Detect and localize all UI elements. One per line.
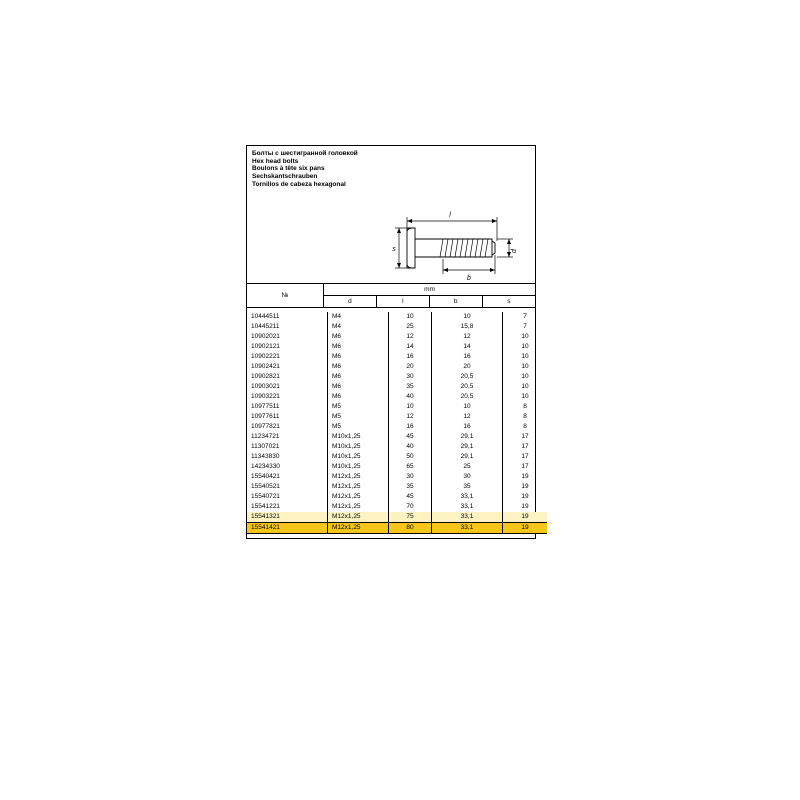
cell-d: M4 bbox=[328, 322, 389, 332]
cell-s: 19 bbox=[521, 493, 529, 501]
cell-b: 12 bbox=[432, 412, 503, 422]
dim-label-head-width: s bbox=[392, 246, 396, 254]
cell-s: 10 bbox=[521, 333, 529, 341]
table-row[interactable] bbox=[247, 412, 547, 422]
table-row[interactable] bbox=[247, 402, 547, 412]
cell-d: M6 bbox=[328, 352, 389, 362]
header-col-b: b bbox=[429, 296, 482, 308]
table-row[interactable] bbox=[247, 452, 547, 462]
cell-l: 40 bbox=[389, 442, 432, 452]
table-head-row-1 bbox=[247, 284, 535, 296]
cell-b: 15,8 bbox=[432, 322, 503, 332]
cell-b: 33,1 bbox=[432, 523, 503, 534]
bolt-diagram-svg bbox=[247, 191, 537, 283]
cell-d: M6 bbox=[328, 362, 389, 372]
cell-b: 20 bbox=[432, 362, 503, 372]
cell-l: 20 bbox=[389, 362, 432, 372]
cell-number: 15541321 bbox=[247, 512, 328, 523]
cell-number: 15540721 bbox=[247, 492, 328, 502]
cell-number: 10902421 bbox=[247, 362, 328, 372]
cell-number: 10902221 bbox=[247, 352, 328, 362]
cell-l: 10 bbox=[389, 312, 432, 322]
cell-number: 10903021 bbox=[247, 382, 328, 392]
table-row[interactable] bbox=[247, 362, 547, 372]
title-line-fr: Boulons à tête six pans bbox=[252, 165, 325, 173]
title-line-ru: Болты с шестигранной головкой bbox=[252, 150, 358, 157]
cell-d: M12x1,25 bbox=[328, 502, 389, 512]
cell-number: 14234330 bbox=[247, 462, 328, 472]
cell-number: 10902821 bbox=[247, 372, 328, 382]
cell-b: 33,1 bbox=[432, 492, 503, 502]
cell-l: 45 bbox=[389, 492, 432, 502]
cell-l: 35 bbox=[389, 382, 432, 392]
table-row[interactable] bbox=[247, 422, 547, 432]
cell-s: 10 bbox=[521, 383, 529, 391]
cell-d: M6 bbox=[328, 372, 389, 382]
table-row[interactable] bbox=[247, 462, 547, 472]
cell-d: M10x1,25 bbox=[328, 462, 389, 472]
cell-l: 10 bbox=[389, 402, 432, 412]
cell-number: 10445211 bbox=[247, 322, 328, 332]
cell-l: 30 bbox=[389, 472, 432, 482]
cell-l: 75 bbox=[389, 512, 432, 523]
cell-s: 17 bbox=[521, 453, 529, 461]
cell-l: 35 bbox=[389, 482, 432, 492]
cell-l: 12 bbox=[389, 412, 432, 422]
cell-s: 17 bbox=[521, 433, 529, 441]
cell-s: 10 bbox=[521, 393, 529, 401]
table-row[interactable] bbox=[247, 382, 547, 392]
cell-s: 10 bbox=[521, 343, 529, 351]
table-row[interactable] bbox=[247, 492, 547, 502]
title-line-en: Hex head bolts bbox=[252, 157, 299, 165]
table-row[interactable] bbox=[247, 392, 547, 402]
title-line-de: Sechskantschrauben bbox=[252, 172, 318, 180]
cell-number: 11234721 bbox=[247, 432, 328, 442]
table-row[interactable] bbox=[247, 512, 547, 523]
cell-s: 8 bbox=[523, 403, 527, 411]
cell-l: 80 bbox=[389, 523, 432, 534]
cell-d: M12x1,25 bbox=[328, 523, 389, 534]
cell-b: 20,5 bbox=[432, 382, 503, 392]
cell-s: 10 bbox=[521, 363, 529, 371]
cell-s: 8 bbox=[523, 423, 527, 431]
cell-d: M6 bbox=[328, 332, 389, 342]
cell-l: 25 bbox=[389, 322, 432, 332]
cell-s: 10 bbox=[521, 353, 529, 361]
cell-b: 33,1 bbox=[432, 502, 503, 512]
cell-d: M5 bbox=[328, 422, 389, 432]
cell-number: 15540521 bbox=[247, 482, 328, 492]
cell-b: 16 bbox=[432, 352, 503, 362]
cell-b: 29,1 bbox=[432, 432, 503, 442]
dim-label-diameter: d bbox=[511, 249, 518, 254]
table-row[interactable] bbox=[247, 442, 547, 452]
header-col-s: s bbox=[482, 296, 535, 308]
cell-b: 14 bbox=[432, 342, 503, 352]
table-row[interactable] bbox=[247, 482, 547, 492]
cell-s: 8 bbox=[523, 413, 527, 421]
cell-l: 70 bbox=[389, 502, 432, 512]
title-line-es: Tornillos de cabeza hexagonal bbox=[252, 180, 346, 188]
cell-l: 65 bbox=[389, 462, 432, 472]
cell-b: 20,5 bbox=[432, 392, 503, 402]
cell-b: 20,5 bbox=[432, 372, 503, 382]
cell-number: 10903221 bbox=[247, 392, 328, 402]
cell-d: M12x1,25 bbox=[328, 512, 389, 523]
cell-s: 19 bbox=[521, 473, 529, 481]
table-row[interactable] bbox=[247, 352, 547, 362]
cell-b: 16 bbox=[432, 422, 503, 432]
cell-d: M6 bbox=[328, 382, 389, 392]
cell-number: 10977821 bbox=[247, 422, 328, 432]
cell-b: 12 bbox=[432, 332, 503, 342]
cell-s: 17 bbox=[521, 443, 529, 451]
cell-d: M10x1,25 bbox=[328, 442, 389, 452]
cell-d: M6 bbox=[328, 342, 389, 352]
cell-d: M10x1,25 bbox=[328, 452, 389, 462]
cell-s: 7 bbox=[523, 323, 527, 331]
header-units: mm bbox=[324, 284, 536, 296]
cell-b: 10 bbox=[432, 312, 503, 322]
cell-l: 50 bbox=[389, 452, 432, 462]
cell-d: M6 bbox=[328, 392, 389, 402]
title-block bbox=[247, 146, 535, 191]
table-row[interactable] bbox=[247, 322, 547, 332]
cell-l: 16 bbox=[389, 352, 432, 362]
header-col-l: l bbox=[376, 296, 429, 308]
cell-l: 40 bbox=[389, 392, 432, 402]
cell-s: 7 bbox=[523, 313, 527, 321]
cell-number: 10977611 bbox=[247, 412, 328, 422]
cell-b: 29,1 bbox=[432, 442, 503, 452]
cell-b: 30 bbox=[432, 472, 503, 482]
cell-s: 19 bbox=[503, 512, 548, 523]
cell-s: 19 bbox=[503, 523, 548, 534]
spec-sheet bbox=[246, 145, 536, 539]
cell-s: 17 bbox=[521, 463, 529, 471]
cell-b: 29,1 bbox=[432, 452, 503, 462]
table-row[interactable] bbox=[247, 372, 547, 382]
cell-number: 15541421 bbox=[247, 523, 328, 534]
cell-b: 25 bbox=[432, 462, 503, 472]
table-row[interactable] bbox=[247, 312, 547, 322]
cell-l: 14 bbox=[389, 342, 432, 352]
table-row[interactable] bbox=[247, 523, 547, 534]
cell-d: M5 bbox=[328, 412, 389, 422]
cell-d: M12x1,25 bbox=[328, 472, 389, 482]
table-row[interactable] bbox=[247, 432, 547, 442]
bolt-drawing bbox=[247, 191, 535, 284]
spec-table-body bbox=[247, 312, 547, 534]
cell-number: 11343830 bbox=[247, 452, 328, 462]
cell-d: M4 bbox=[328, 312, 389, 322]
cell-s: 19 bbox=[521, 503, 529, 511]
cell-s: 19 bbox=[521, 483, 529, 491]
spec-table-body-wrap bbox=[247, 308, 535, 538]
cell-number: 15541221 bbox=[247, 502, 328, 512]
cell-l: 16 bbox=[389, 422, 432, 432]
header-col-d: d bbox=[324, 296, 377, 308]
cell-d: M5 bbox=[328, 402, 389, 412]
header-number: № bbox=[247, 284, 324, 308]
spec-table-header bbox=[247, 284, 535, 308]
cell-l: 45 bbox=[389, 432, 432, 442]
cell-b: 33,1 bbox=[432, 512, 503, 523]
table-row[interactable] bbox=[247, 472, 547, 482]
cell-b: 10 bbox=[432, 402, 503, 412]
cell-b: 35 bbox=[432, 482, 503, 492]
cell-d: M10x1,25 bbox=[328, 432, 389, 442]
cell-d: M12x1,25 bbox=[328, 492, 389, 502]
dim-label-thread-length: b bbox=[467, 275, 471, 283]
table-row[interactable] bbox=[247, 502, 547, 512]
cell-l: 30 bbox=[389, 372, 432, 382]
cell-l: 12 bbox=[389, 332, 432, 342]
cell-number: 10902121 bbox=[247, 342, 328, 352]
cell-number: 10977511 bbox=[247, 402, 328, 412]
cell-number: 10444511 bbox=[247, 312, 328, 322]
cell-number: 11307021 bbox=[247, 442, 328, 452]
table-row[interactable] bbox=[247, 332, 547, 342]
cell-number: 15540421 bbox=[247, 472, 328, 482]
cell-number: 10902021 bbox=[247, 332, 328, 342]
table-row[interactable] bbox=[247, 342, 547, 352]
dim-label-length: l bbox=[449, 212, 451, 220]
cell-d: M12x1,25 bbox=[328, 482, 389, 492]
cell-s: 10 bbox=[521, 373, 529, 381]
